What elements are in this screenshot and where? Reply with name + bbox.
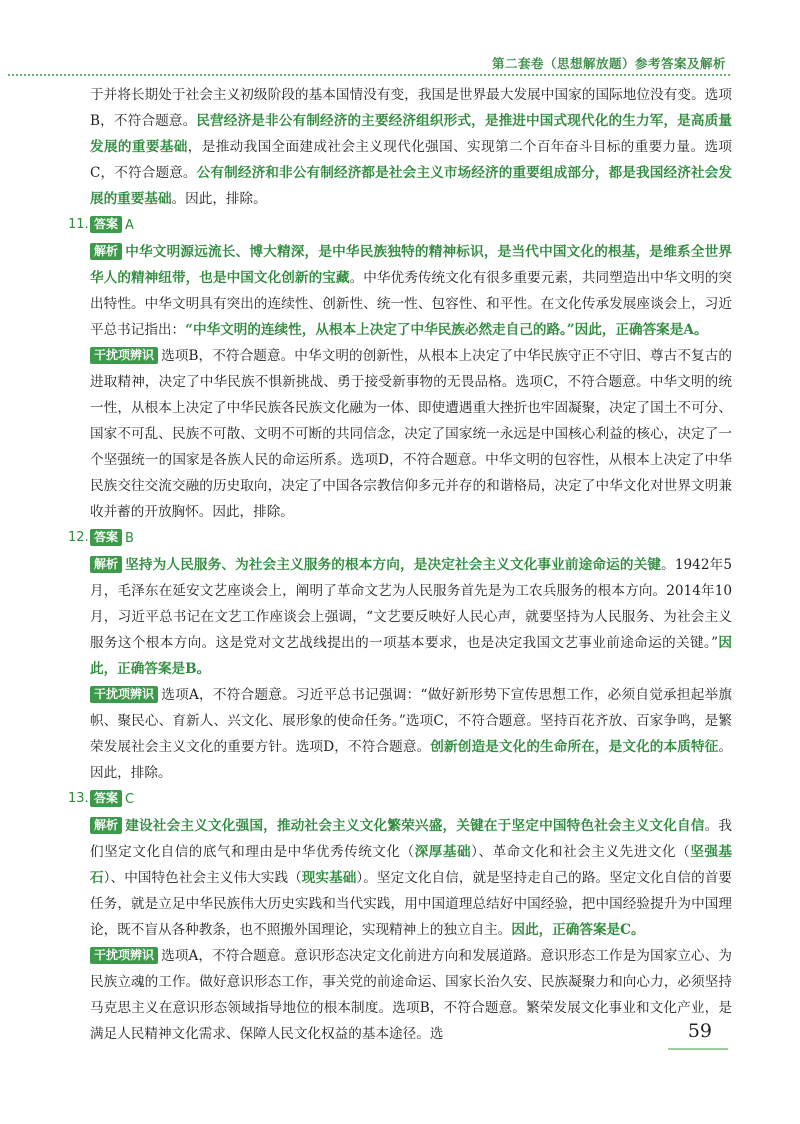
answer-letter: A [125,218,134,233]
analysis-seg: ）。坚定文化自信，就是坚持走自己的路。坚定文化自信的首要任务，就是立足中华民族伟大历史实践和当代实践，用中国道理总结好中国经验，把中国经验提升为中国理论，既不盲从各种教条，也不照搬外国理论，实现精神上的独立自主。 [90,870,733,938]
analysis-seg-highlight: C [620,922,631,938]
distractor-badge: 干扰项辨识 [90,947,158,964]
question-11-answer-line [68,212,732,239]
question-12-distractor [90,682,732,786]
header-title: 第二套卷（思想解放题）参考答案及解析 [491,56,726,71]
analysis-seg: ）、中国特色社会主义伟大实践（ [103,870,302,886]
analysis-badge: 解析 [90,817,122,834]
answer-letter: C [125,792,135,807]
distractor-badge: 干扰项辨识 [90,686,158,703]
analysis-seg-highlight: 坚强基石 [90,844,733,886]
analysis-seg-highlight: A [683,322,694,338]
analysis-seg-highlight: 深厚基础 [414,844,472,860]
answer-badge: 答案 [90,790,122,807]
analysis-seg: 。我们坚定文化自信的底气和理由是中华优秀传统文化（ [90,818,732,860]
analysis-badge: 解析 [90,243,122,260]
page-content [68,82,733,1047]
intro-seg: 。因此，排除。 [171,191,267,207]
intro-paragraph [90,82,732,212]
analysis-seg-highlight: 中华文明源远流长、博大精深，是中华民族独特的精神标识，是当代中国文化的根基，是维系全世界华人的精神纽带，也是中国文化创新的宝藏 [90,244,732,286]
analysis-seg-highlight: 建设社会主义文化强国，推动社会主义文化繁荣兴盛，关键在于坚定中国特色社会主义文化自信 [125,818,705,834]
analysis-seg: 。中华优秀传统文化有很多重要元素，共同塑造出中华文明的突出特性。中华文明具有突出的连续性、创新性、统一性、包容性、和平性。在文化传承发展座谈会上，习近平总书记指出： [90,270,733,338]
analysis-seg-highlight: 。 [630,922,645,938]
distractor-seg: 选项A，不符合题意。习近平总书记强调：“做好新形势下宣传思想工作，必须自觉承担起举旗帜、聚民心、育新人、兴文化、展形象的使命任务。”选项C，不符合题意。坚持百花齐放、百家争鸣，是繁荣发展社会主义文化的重要方针。选项D，不符合题意。 [90,687,732,755]
analysis-seg-highlight: 。 [693,322,708,338]
analysis-seg: 。1942年5月，毛泽东在延安文艺座谈会上，阐明了革命文艺为人民服务首先是为工农兵服务的根本方向。2014年10月，习近平总书记在文艺工作座谈会上强调，“文艺要反映好人民心声，就要坚持为人民服务、为社会主义服务这个根本方向。这是党对文艺战线提出的一项基本要求，也是决定我国文艺事业前途命运的关键。” [90,557,733,651]
question-11-distractor [90,343,732,525]
distractor-seg-highlight: 创新创造是文化的生命所在，是文化的本质特征 [430,739,719,755]
question-number: 12. [68,530,89,545]
analysis-seg-highlight: 。 [196,661,211,677]
distractor-badge: 干扰项辨识 [90,347,158,364]
question-13-distractor [90,943,732,1047]
analysis-seg-highlight: B [185,661,197,677]
question-number: 11. [68,217,89,232]
intro-seg-highlight: 民营经济是非公有制经济的主要经济组织形式，是推进中国式现代化的生力军，是高质量发展的重要基础 [90,113,732,155]
intro-seg: 于并将长期处于社会主义初级阶段的基本国情没有变，我国是世界最大发展中国家的国际地位没有变。选项B，不符合题意。 [90,87,732,129]
question-11-analysis [90,239,732,343]
question-12-answer-line [68,525,732,552]
question-number: 13. [68,791,89,806]
page-number: 59 [687,1020,712,1042]
analysis-badge: 解析 [90,556,122,573]
header-dotted-rule [8,74,730,76]
analysis-seg-highlight: 现实基础 [301,870,357,886]
analysis-seg-highlight: 因此，正确答案是 [511,922,621,938]
analysis-seg: ）、革命文化和社会主义先进文化（ [471,844,691,860]
question-12-analysis [90,552,732,682]
intro-seg-highlight: 公有制经济和非公有制经济都是社会主义市场经济的重要组成部分，都是我国经济社会发展的重要基础 [90,165,732,207]
intro-seg: ，是推动我国全面建成社会主义现代化强国、实现第二个百年奋斗目标的重要力量。选项C，不符合题意。 [90,139,733,181]
distractor-seg: 选项B，不符合题意。中华文明的创新性，从根本上决定了中华民族守正不守旧、尊古不复古的进取精神，决定了中华民族不惧新挑战、勇于接受新事物的无畏品格。选项C，不符合题意。中华文明的统一性，从根本上决定了中华民族各民族文化融为一体、即使遭遇重大挫折也牢固凝聚，决定了国土不可分、国家不可乱、民族不可散、文明不可断的共同信念，决定了国家统一永远是中国核心利益的核心，决定了一个坚强统一的国家是各族人民的命运所系。选项D，不符合题意。中华文明的包容性，从根本上决定了中华民族交往交流交融的历史取向，决定了中国各宗教信仰多元并存的和谐格局，决定了中华文化对世界文明兼收并蓄的开放胸怀。因此，排除。 [90,348,732,520]
question-13-answer-line [68,786,732,813]
answer-badge: 答案 [90,529,122,546]
analysis-seg-highlight: 因此，正确答案是 [90,635,732,677]
distractor-seg: 。因此，排除。 [90,739,732,781]
answer-badge: 答案 [90,216,122,233]
answer-letter: B [125,531,134,546]
distractor-seg: 选项A，不符合题意。意识形态决定文化前进方向和发展道路。意识形态工作是为国家立心、为民族立魂的工作。做好意识形态工作，事关党的前途命运、国家长治久安、民族凝聚力和向心力，必须坚持马克思主义在意识形态领域指导地位的根本制度。选项B，不符合题意。繁荣发展文化事业和文化产业，是满足人民精神文化需求、保障人民文化权益的基本途径。选 [90,948,732,1042]
analysis-seg-highlight: “中华文明的连续性，从根本上决定了中华民族必然走自己的路。”因此，正确答案是 [185,322,684,338]
analysis-seg-highlight: 坚持为人民服务、为社会主义服务的根本方向，是决定社会主义文化事业前途命运的关键 [125,557,662,573]
question-13-analysis [90,813,732,943]
page-number-underline [668,1048,728,1050]
page-header [0,52,800,76]
